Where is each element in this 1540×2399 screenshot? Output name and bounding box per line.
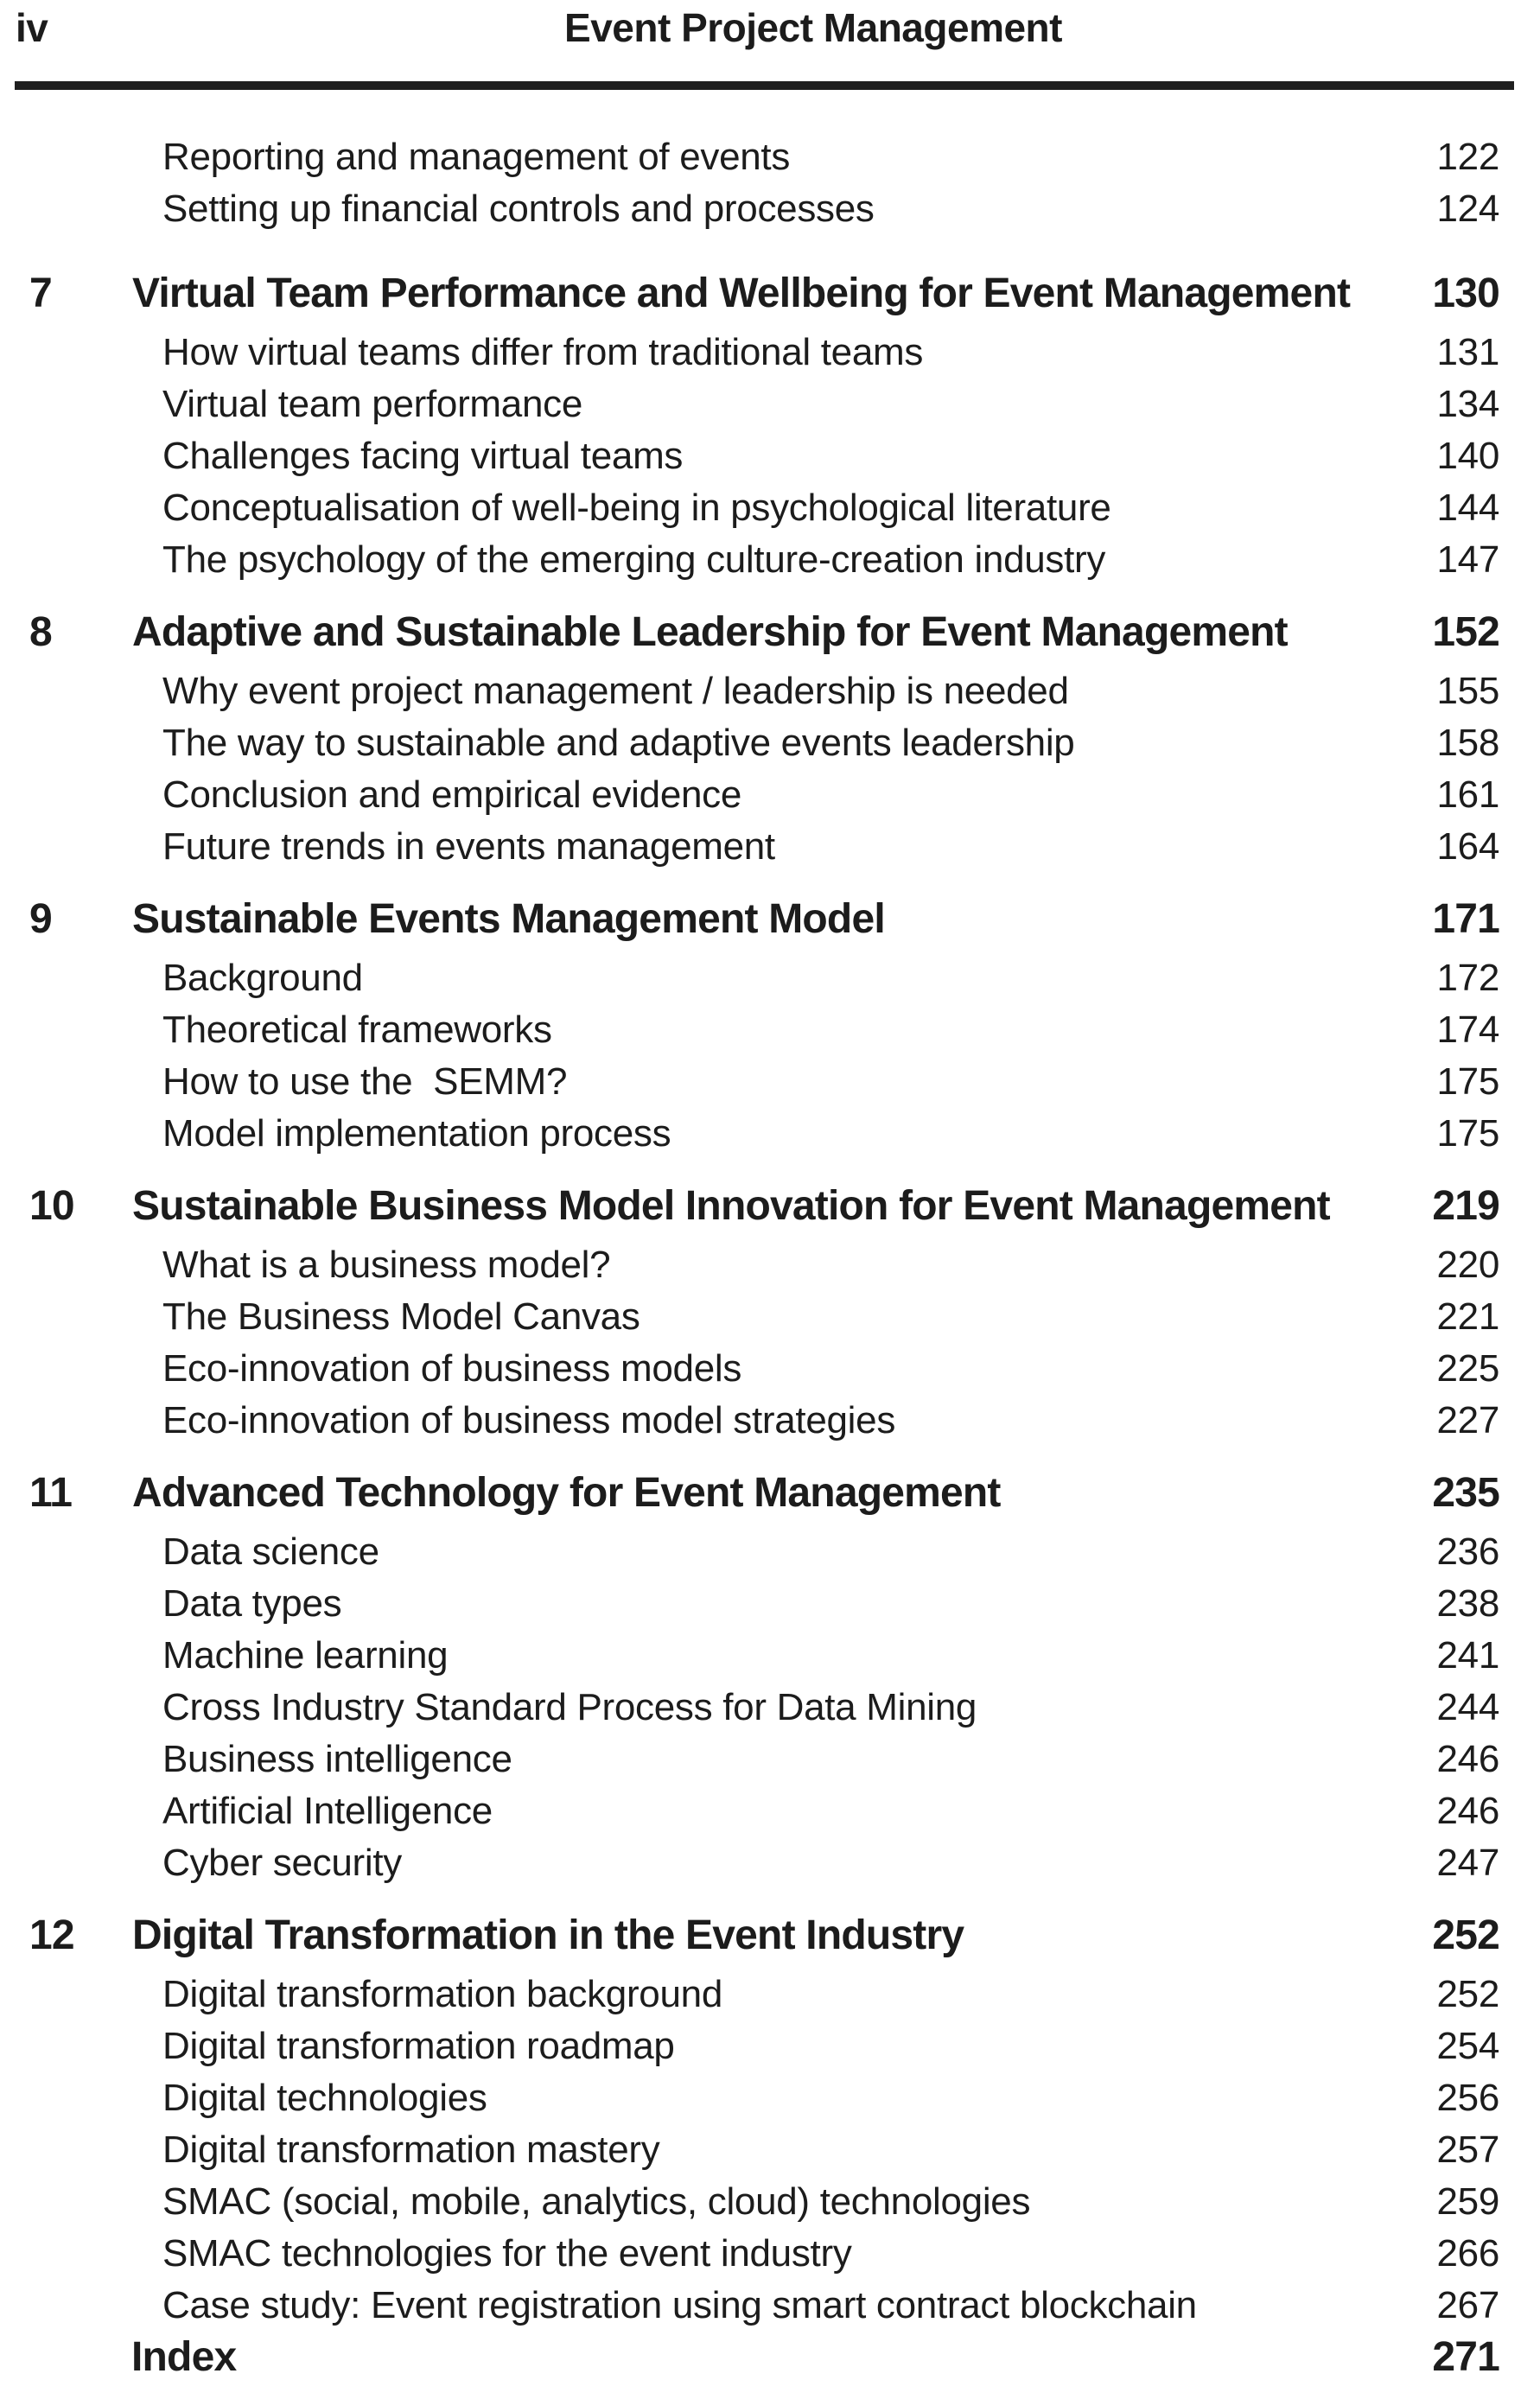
toc-entry-page: 244 [1436,1686,1499,1728]
toc-entry-label: Background [162,957,363,999]
toc-entry-label: How to use the SEMM? [162,1060,568,1103]
toc-entry-label: Theoretical frameworks [162,1009,552,1051]
toc-section-row [0,1969,1540,2020]
toc-entry-label: Digital technologies [162,2077,487,2119]
toc-entry-label: Eco-innovation of business models [162,1347,742,1390]
toc-chapter-number: 11 [29,1470,73,1516]
toc-entry-page: 252 [1432,1912,1499,1958]
toc-chapter-number: 12 [29,1912,74,1958]
toc-entry-label: Conclusion and empirical evidence [162,773,742,816]
toc-entry-page: 227 [1436,1399,1499,1441]
toc-section-row [0,430,1540,482]
toc-entry-label: The way to sustainable and adaptive events leadership [162,722,1075,764]
toc-entry-page: 161 [1436,773,1499,816]
toc-entry-label: SMAC (social, mobile, analytics, cloud) technologies [162,2180,1031,2223]
toc-entry-label: How virtual teams differ from traditional teams [162,331,924,373]
toc-entry-page: 252 [1436,1973,1499,2015]
toc-chapter-row [0,600,1540,665]
toc-entry-page: 235 [1432,1470,1499,1516]
toc-entry-label: Reporting and management of events [162,136,791,178]
toc-entry-page: 266 [1436,2232,1499,2275]
toc-entry-label: Challenges facing virtual teams [162,435,684,477]
running-header [16,7,1524,59]
toc-section-row [0,665,1540,717]
toc-section-row [0,534,1540,586]
folio-page-number: iv [16,5,48,50]
toc-entry-label: What is a business model? [162,1244,611,1286]
toc-chapter-number: 9 [29,896,52,942]
toc-section-row [0,1291,1540,1343]
toc-entry-page: 267 [1436,2284,1499,2326]
toc-entry-page: 257 [1436,2129,1499,2171]
toc-entry-page: 147 [1436,538,1499,581]
header-rule [15,81,1514,90]
toc-entry-label: Digital transformation roadmap [162,2025,675,2067]
toc-entry-page: 247 [1436,1842,1499,1884]
toc-entry-label: Case study: Event registration using smart contract blockchain [162,2284,1197,2326]
toc-section-row [0,1630,1540,1682]
toc-section-row [0,2124,1540,2176]
toc-entry-label: The Business Model Canvas [162,1295,640,1338]
toc-entry-label: Machine learning [162,1634,449,1677]
toc-entry-label: Eco-innovation of business model strategies [162,1399,896,1441]
toc-entry-label: Adaptive and Sustainable Leadership for Event Management [132,609,1288,655]
toc-entry-page: 256 [1436,2077,1499,2119]
toc-entry-label: Model implementation process [162,1112,671,1155]
toc-section-row [0,1343,1540,1395]
toc-chapter-row [0,1903,1540,1969]
toc-entry-label: Setting up financial controls and processes [162,188,875,230]
toc-entry-label: Data science [162,1530,379,1573]
running-title: Event Project Management [564,5,1062,50]
toc-chapter-number: 7 [29,270,52,316]
toc-entry-label: Index [131,2334,237,2380]
toc-entry-label: Advanced Technology for Event Management [132,1470,1001,1516]
toc-section-row [0,1239,1540,1291]
toc-chapter-number: 8 [29,609,52,655]
toc-entry-label: Cross Industry Standard Process for Data Mining [162,1686,977,1728]
toc-section-row [0,482,1540,534]
toc-entry-label: Why event project management / leadership is needed [162,670,1069,712]
toc-entry-label: Artificial Intelligence [162,1790,493,1832]
toc-section-row [0,2072,1540,2124]
toc-entry-label: Cyber security [162,1842,402,1884]
toc-entry-page: 155 [1436,670,1499,712]
toc-entry-page: 152 [1432,609,1499,655]
toc-entry-page: 130 [1432,270,1499,316]
toc-list [0,131,1540,2383]
toc-chapter-row [0,261,1540,327]
toc-section-row [0,1526,1540,1578]
toc-section-row [0,769,1540,821]
toc-section-row [0,1004,1540,1056]
toc-entry-page: 134 [1436,383,1499,425]
toc-entry-label: Conceptualisation of well-being in psychological literature [162,487,1111,529]
toc-entry-page: 241 [1436,1634,1499,1677]
toc-chapter-row [0,887,1540,952]
toc-chapter-row [0,1460,1540,1526]
toc-entry-label: Business intelligence [162,1738,512,1780]
toc-entry-page: 164 [1436,825,1499,868]
toc-entry-label: Data types [162,1582,342,1625]
toc-section-row [0,1734,1540,1785]
toc-entry-label: Sustainable Events Management Model [132,896,885,942]
toc-entry-page: 259 [1436,2180,1499,2223]
toc-section-row [0,1108,1540,1160]
toc-entry-label: The psychology of the emerging culture-creation industry [162,538,1106,581]
toc-section-row [0,131,1540,183]
toc-entry-page: 122 [1436,136,1499,178]
toc-entry-page: 271 [1432,2334,1499,2380]
toc-entry-page: 158 [1436,722,1499,764]
toc-section-row [0,2176,1540,2228]
toc-section-row [0,2228,1540,2280]
toc-section-row [0,1682,1540,1734]
toc-entry-page: 140 [1436,435,1499,477]
toc-entry-label: Sustainable Business Model Innovation for Event Management [132,1183,1330,1229]
toc-entry-page: 238 [1436,1582,1499,1625]
toc-entry-page: 221 [1436,1295,1499,1338]
toc-entry-page: 220 [1436,1244,1499,1286]
toc-section-row [0,1785,1540,1837]
toc-entry-label: Digital transformation background [162,1973,722,2015]
toc-chapter-row [0,1174,1540,1239]
toc-entry-page: 144 [1436,487,1499,529]
toc-section-row [0,1837,1540,1889]
toc-entry-label: Digital transformation mastery [162,2129,660,2171]
toc-entry-page: 175 [1436,1112,1499,1155]
toc-entry-label: Virtual Team Performance and Wellbeing for Event Management [132,270,1351,316]
toc-entry-page: 171 [1432,896,1499,942]
toc-entry-page: 174 [1436,1009,1499,1051]
toc-section-row [0,327,1540,379]
toc-entry-label: SMAC technologies for the event industry [162,2232,852,2275]
toc-section-row [0,1578,1540,1630]
toc-section-row [0,1395,1540,1447]
toc-entry-page: 175 [1436,1060,1499,1103]
toc-index-row [0,2332,1540,2383]
toc-section-row [0,1056,1540,1108]
toc-section-row [0,717,1540,769]
toc-section-row [0,379,1540,430]
toc-entry-page: 131 [1436,331,1499,373]
toc-entry-label: Virtual team performance [162,383,582,425]
toc-section-row [0,2280,1540,2332]
toc-entry-page: 246 [1436,1790,1499,1832]
toc-entry-page: 172 [1436,957,1499,999]
toc-section-row [0,183,1540,235]
toc-entry-page: 219 [1432,1183,1499,1229]
toc-entry-label: Digital Transformation in the Event Industry [132,1912,964,1958]
toc-entry-page: 124 [1436,188,1499,230]
toc-section-row [0,2020,1540,2072]
toc-entry-page: 254 [1436,2025,1499,2067]
toc-entry-label: Future trends in events management [162,825,775,868]
toc-section-row [0,821,1540,873]
toc-section-row [0,952,1540,1004]
toc-entry-page: 246 [1436,1738,1499,1780]
toc-entry-page: 225 [1436,1347,1499,1390]
toc-entry-page: 236 [1436,1530,1499,1573]
toc-chapter-number: 10 [29,1183,74,1229]
